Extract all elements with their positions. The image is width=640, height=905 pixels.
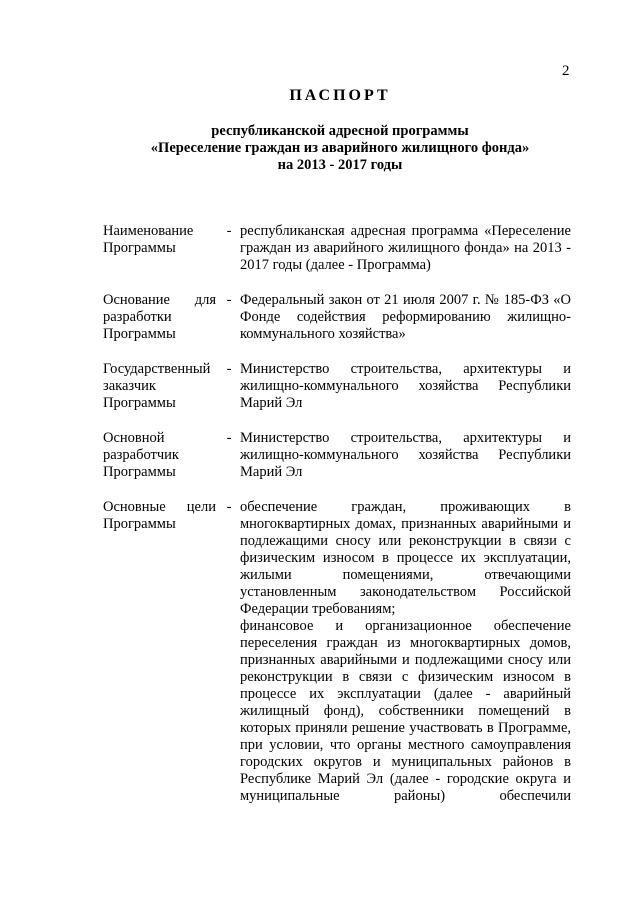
row-label: Наименование Программы: [103, 223, 194, 256]
description-paragraph: Министерство строительства, архитектуры и жилищно-коммунального хозяйства Республики Марий Эл: [240, 361, 571, 411]
program-subtitle-line-1: республиканской адресной программы: [211, 123, 469, 139]
row-dash: -: [226, 430, 232, 446]
description-paragraph: обеспечение граждан, проживающих в многоквартирных домах, признанных аварийными и подлежащими сносу или реконструкции в связи с физическим износом в процессе их эксплуатации, жилыми помещениями, отвечающими установленным законодательством Российской Федерации требованиям;: [240, 499, 571, 617]
description-paragraph: Федеральный закон от 21 июля 2007 г. № 185-ФЗ «О Фонде содействия реформированию жилищно-коммунального хозяйства»: [240, 292, 571, 342]
passport-row-customer: [103, 361, 571, 412]
description-paragraph: республиканская адресная программа «Переселение граждан из аварийного жилищного фонда» на 2013 - 2017 годы (далее - Программа): [240, 223, 571, 273]
row-label: Основание для разработки Программы: [103, 292, 216, 342]
passport-row-developer: [103, 430, 571, 481]
passport-title: ПАСПОРТ: [289, 87, 391, 104]
passport-row-name: [103, 223, 571, 274]
passport-title-block: [100, 86, 580, 174]
row-label: Основные цели Программы: [103, 499, 216, 532]
passport-row-goals: [103, 499, 571, 805]
row-description: [240, 499, 571, 805]
passport-row-basis: [103, 292, 571, 343]
description-paragraph: финансовое и организационное обеспечение переселения граждан из многоквартирных домов, признанных аварийными и подлежащими сносу или реконструкции в связи с физическим износом в процессе их эксплуатации (далее - аварийный жилищный фонд), собственники помещений в которых приняли решение участвовать в Программе, при условии, что органы местного самоуправления городских округов и муниципальных районов в Республике Марий Эл (далее - городские округа и муниципальные районы) обеспечили: [240, 618, 571, 804]
row-dash: -: [226, 361, 232, 377]
row-dash: -: [226, 223, 232, 239]
program-subtitle-line-3: на 2013 - 2017 годы: [277, 157, 403, 173]
row-dash: -: [226, 292, 232, 308]
row-dash: -: [226, 499, 232, 515]
row-description: [240, 361, 571, 412]
row-description: [240, 292, 571, 343]
program-subtitle-line-2: «Переселение граждан из аварийного жилищного фонда»: [150, 140, 530, 156]
page-number: 2: [562, 63, 570, 79]
row-label: Основной разработчик Программы: [103, 430, 179, 480]
description-paragraph: Министерство строительства, архитектуры и жилищно-коммунального хозяйства Республики Марий Эл: [240, 430, 571, 480]
row-label: Государственный заказчик Программы: [103, 361, 211, 411]
row-description: [240, 223, 571, 274]
passport-table: [103, 223, 571, 823]
row-description: [240, 430, 571, 481]
